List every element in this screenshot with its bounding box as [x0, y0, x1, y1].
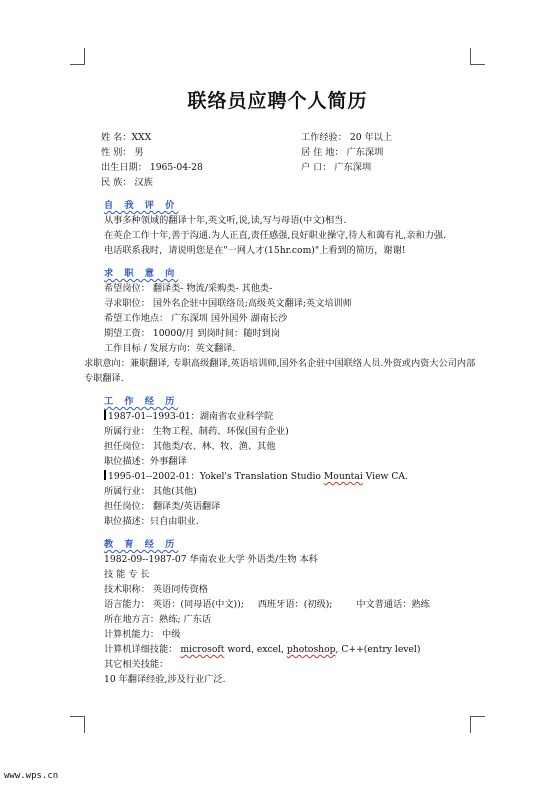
resume-title: 联络员应聘个人简历 — [187, 90, 368, 112]
computer-skills-label: 计算机详细技能： — [104, 644, 181, 655]
basic-info-row — [84, 145, 484, 160]
section-heading-self-eval: 自 我 评 价 — [104, 200, 179, 211]
work-period — [84, 409, 484, 424]
work-position: 担任岗位： 其他类/农、林、牧、渔、其他 — [104, 441, 276, 452]
basic-info-right: 居 住 地： 广东深圳 — [301, 147, 384, 158]
spellcheck-word: Mountai — [323, 471, 363, 482]
crop-mark-top-left — [70, 48, 85, 65]
language-spanish: 西班牙语：(初级); — [257, 599, 333, 610]
marker-bar — [104, 470, 106, 480]
section-heading-job-intent: 求 职 意 向 — [104, 268, 179, 279]
crop-mark-top-right — [470, 48, 485, 65]
dialect: 所在地方言：熟练; 广东话 — [104, 614, 212, 625]
computer-skills — [84, 642, 484, 657]
education-entry: 1982-09--1987-07 华南农业大学 外语类/生物 本科 — [104, 554, 318, 565]
career-goal: 工作目标 / 发展方向：英文翻译. — [104, 343, 236, 354]
technical-title: 技术职称： 英语同传资格 — [104, 584, 208, 595]
spellcheck-word: microsoft — [180, 644, 225, 655]
self-eval-line: 从事多种领域的翻译十年,英文听,说,读,写与母语(中文)相当. — [104, 215, 347, 226]
language-mandarin: 中文普通话：熟练 — [356, 599, 430, 610]
work-description: 职位描述：只自由职业. — [104, 516, 199, 527]
skills-heading: 技 能 专 长 — [104, 569, 150, 580]
spellcheck-word: photoshop — [286, 644, 336, 655]
basic-info-right: 户 口： 广东深圳 — [301, 162, 372, 173]
section-heading-education: 教 育 经 历 — [104, 539, 179, 550]
basic-info-left: 姓 名：XXX — [101, 132, 152, 143]
other-skills-detail: 10 年翻译经验,涉及行业广泛. — [104, 674, 226, 685]
work-position: 担任岗位： 翻译类/英语翻译 — [104, 501, 221, 512]
work-description: 职位描述：外事翻译 — [104, 456, 187, 467]
computer-ability: 计算机能力： 中级 — [104, 629, 181, 640]
work-location: 希望工作地点： 广东深圳 国外国外 湖南长沙 — [104, 313, 288, 324]
crop-mark-bottom-left — [70, 716, 85, 733]
crop-mark-bottom-right — [470, 716, 485, 733]
basic-info-row — [84, 175, 484, 190]
work-industry: 所属行业： 生物工程、制药、环保(国有企业) — [104, 426, 289, 437]
basic-info-left: 性 别： 男 — [101, 147, 144, 158]
work-period-text: 1987-01--1993-01：湖南省农业科学院 — [108, 411, 274, 422]
language-ability — [84, 597, 484, 612]
seeking-position: 寻求职位： 国外名企驻中国联络员;高级英文翻译;英文培训师 — [104, 298, 352, 309]
basic-info-right — [301, 175, 421, 190]
expected-position: 希望岗位： 翻译类- 物流/采购类- 其他类- — [104, 283, 273, 294]
basic-info-right: 工作经验： 20 年以上 — [301, 132, 393, 143]
work-period-text: 1995-01--2002-01：Yokel's Translation Studio — [108, 471, 324, 482]
section-heading-work-exp: 工 作 经 历 — [104, 396, 179, 407]
work-period-text: View CA. — [362, 471, 408, 482]
self-eval-line: 电话联系我时，请说明您是在"一网人才(15hr.com)"上看到的简历，谢谢! — [104, 245, 406, 256]
work-industry: 所属行业： 其他(其他) — [104, 486, 197, 497]
marker-bar — [104, 410, 106, 420]
job-intent-statement: 求职意向：兼职翻译, 专职高级翻译,英语培训师,国外名企驻中国联络人员.外资或内资大公司内部专职翻译. — [84, 358, 476, 384]
basic-info-left: 出生日期： 1965-04-28 — [101, 162, 203, 173]
language-english: 语言能力： 英语：(同母语(中文)); — [104, 599, 244, 610]
resume-body — [84, 130, 484, 687]
computer-skills-text: , C++(entry level) — [335, 644, 421, 655]
computer-skills-text: word, excel, — [224, 644, 287, 655]
basic-info-left: 民 族： 汉族 — [101, 177, 153, 188]
basic-info-row — [84, 160, 484, 175]
expected-salary: 期望工资： 10000/月 到岗时间：随时到岗 — [104, 328, 280, 339]
basic-info-row — [84, 130, 484, 145]
watermark-footer: www.wps.cn — [4, 771, 59, 781]
self-eval-line: 在英企工作十年,善于沟通.为人正直,责任感强,良好职业操守,待人和蔼有礼,亲和力强. — [104, 230, 447, 241]
work-period — [84, 469, 484, 484]
other-skills-label: 其它相关技能： — [104, 659, 169, 670]
